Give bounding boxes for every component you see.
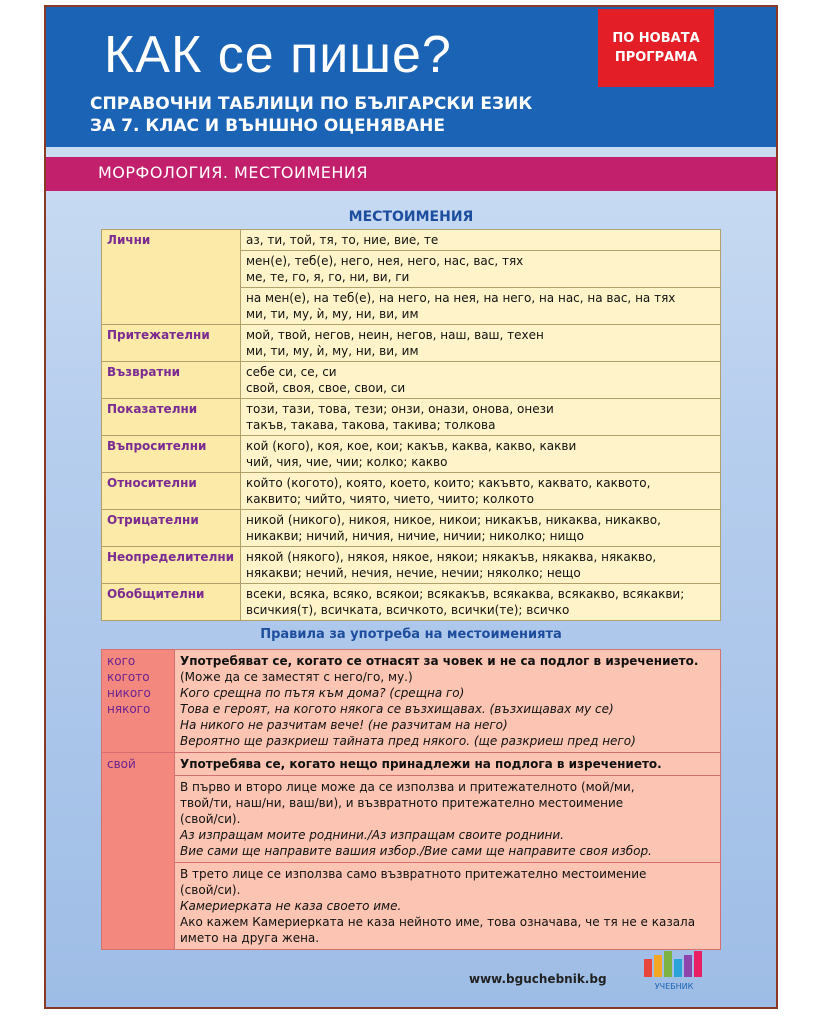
program-badge <box>598 9 714 87</box>
rule-line: (Може да се заместят с него/го, му.) <box>180 670 413 684</box>
badge-line-2: ПРОГРАМА <box>614 50 698 65</box>
rule-line: В трето лице се използва само възвратното притежателно местоимение <box>180 867 647 881</box>
pronoun-forms: някой (някого), някоя, някое, някои; някакъв, някаква, някакво, някакви; нечий, нечия, нечие, нечии; няколко; нещо <box>241 547 721 584</box>
rules-text-kogo <box>175 650 721 753</box>
logo-book <box>694 951 702 977</box>
rules-row-svoy-3 <box>102 863 721 950</box>
pronoun-forms: който (когото), която, което, които; какъвто, каквато, каквото, каквито; чийто, чиято, чието, чиито; колкото <box>241 473 721 510</box>
rules-text-svoy-1 <box>175 753 721 776</box>
logo-book <box>654 955 662 977</box>
subtitle-line-1: СПРАВОЧНИ ТАБЛИЦИ ПО БЪЛГАРСКИ ЕЗИК <box>90 94 533 114</box>
section-title: МОРФОЛОГИЯ. МЕСТОИМЕНИЯ <box>98 163 369 182</box>
logo-book <box>664 951 672 977</box>
rules-text-svoy-3 <box>175 863 721 950</box>
pronouns-table <box>101 229 721 621</box>
pronoun-category: Лични <box>102 230 241 325</box>
pronoun-category: Отрицателни <box>102 510 241 547</box>
pronoun-row <box>102 473 721 510</box>
rule-line: (свой/си). <box>180 812 241 826</box>
rules-label-kogo: кого когото никого някого <box>102 650 175 753</box>
pronoun-forms: мен(е), теб(е), него, нея, него, нас, вас, тях ме, те, го, я, го, ни, ви, ги <box>241 251 721 288</box>
rule-line: Аз изпращам моите роднини./Аз изпращам своите роднини. <box>180 828 564 842</box>
pronoun-forms: никой (никого), никоя, никое, никои; никакъв, никаква, никакво, никакви; ничий, ничия, ничие, ничии; николко; нищо <box>241 510 721 547</box>
pronoun-category: Въпросителни <box>102 436 241 473</box>
rules-row-svoy <box>102 753 721 776</box>
rule-line: Употребяват се, когато се отнасят за човек и не са подлог в изречението. <box>180 654 699 668</box>
rule-line: Употребява се, когато нещо принадлежи на подлога в изречението. <box>180 757 662 771</box>
pronoun-forms: на мен(е), на теб(е), на него, на нея, на него, на нас, на вас, на тях ми, ти, му, ѝ, му, ни, ви, им <box>241 288 721 325</box>
pronoun-forms: мой, твой, негов, неин, негов, наш, ваш, техен ми, ти, му, ѝ, му, ни, ви, им <box>241 325 721 362</box>
rules-row-svoy-2 <box>102 776 721 863</box>
rule-line: името на друга жена. <box>180 931 320 945</box>
subtitle-line-2: ЗА 7. КЛАС И ВЪНШНО ОЦЕНЯВАНЕ <box>90 116 445 136</box>
rules-text-svoy-2 <box>175 776 721 863</box>
logo-text: УЧЕБНИК <box>654 982 694 991</box>
rule-line: Вероятно ще разкриеш тайната пред някого. (ще разкриеш пред него) <box>180 734 636 748</box>
rule-line: На никого не разчитам вече! (не разчитам на него) <box>180 718 508 732</box>
pronouns-table-title: МЕСТОИМЕНИЯ <box>348 209 474 225</box>
pronoun-row <box>102 362 721 399</box>
pronoun-category: Относителни <box>102 473 241 510</box>
rules-row-kogo <box>102 650 721 753</box>
logo-book <box>674 959 682 977</box>
pronoun-category: Обобщителни <box>102 584 241 621</box>
pronoun-forms: себе си, се, си свой, своя, свое, свои, си <box>241 362 721 399</box>
rule-line: В първо и второ лице може да се използва и притежателното (мой/ми, <box>180 780 635 794</box>
rules-label-svoy: свой <box>102 753 175 950</box>
logo-book <box>684 955 692 977</box>
pronoun-category: Възвратни <box>102 362 241 399</box>
rules-table <box>101 649 721 950</box>
pronoun-forms: кой (кого), коя, кое, кои; какъв, каква, какво, какви чий, чия, чие, чии; колко; какво <box>241 436 721 473</box>
subtitle <box>90 93 532 137</box>
rule-line: Камериерката не каза своето име. <box>180 899 402 913</box>
rule-line: (свой/си). <box>180 883 241 897</box>
header <box>46 7 776 147</box>
pronoun-row <box>102 510 721 547</box>
rule-line: Кого срещна по пътя към дома? (срещна го) <box>180 686 465 700</box>
pronoun-row <box>102 230 721 251</box>
pronoun-category: Показателни <box>102 399 241 436</box>
rule-line: Вие сами ще направите вашия избор./Вие сами ще направите своя избор. <box>180 844 652 858</box>
pronoun-row <box>102 325 721 362</box>
pronoun-forms: аз, ти, той, тя, то, ние, вие, те <box>241 230 721 251</box>
page-title: КАК се пише? <box>104 26 452 84</box>
pronoun-row <box>102 436 721 473</box>
pronoun-row <box>102 547 721 584</box>
pronoun-forms: всеки, всяка, всяко, всякои; всякакъв, всякаква, всякакво, всякакви; всичкия(т), всичката, всичкото, всички(те); всичко <box>241 584 721 621</box>
rule-line: Това е героят, на когото някога се възхищавах. (възхищавах му се) <box>180 702 614 716</box>
pronoun-row <box>102 399 721 436</box>
section-bar <box>46 157 776 191</box>
badge-line-1: ПО НОВАТА <box>612 31 700 46</box>
pronoun-row <box>102 584 721 621</box>
rules-table-title: Правила за употреба на местоименията <box>260 627 562 642</box>
logo-book <box>644 959 652 977</box>
poster <box>44 5 778 1009</box>
website-url[interactable]: www.bguchebnik.bg <box>469 972 607 986</box>
publisher-logo <box>630 943 718 993</box>
rule-line: твой/ти, наш/ни, ваш/ви), и възвратното притежателно местоимение <box>180 796 624 810</box>
rule-line: Ако кажем Камериерката не каза нейното име, това означава, че тя не е казала <box>180 915 696 929</box>
pronoun-forms: този, тази, това, тези; онзи, онази, онова, онези такъв, такава, такова, такива; толкова <box>241 399 721 436</box>
pronoun-category: Неопределителни <box>102 547 241 584</box>
pronoun-category: Притежателни <box>102 325 241 362</box>
